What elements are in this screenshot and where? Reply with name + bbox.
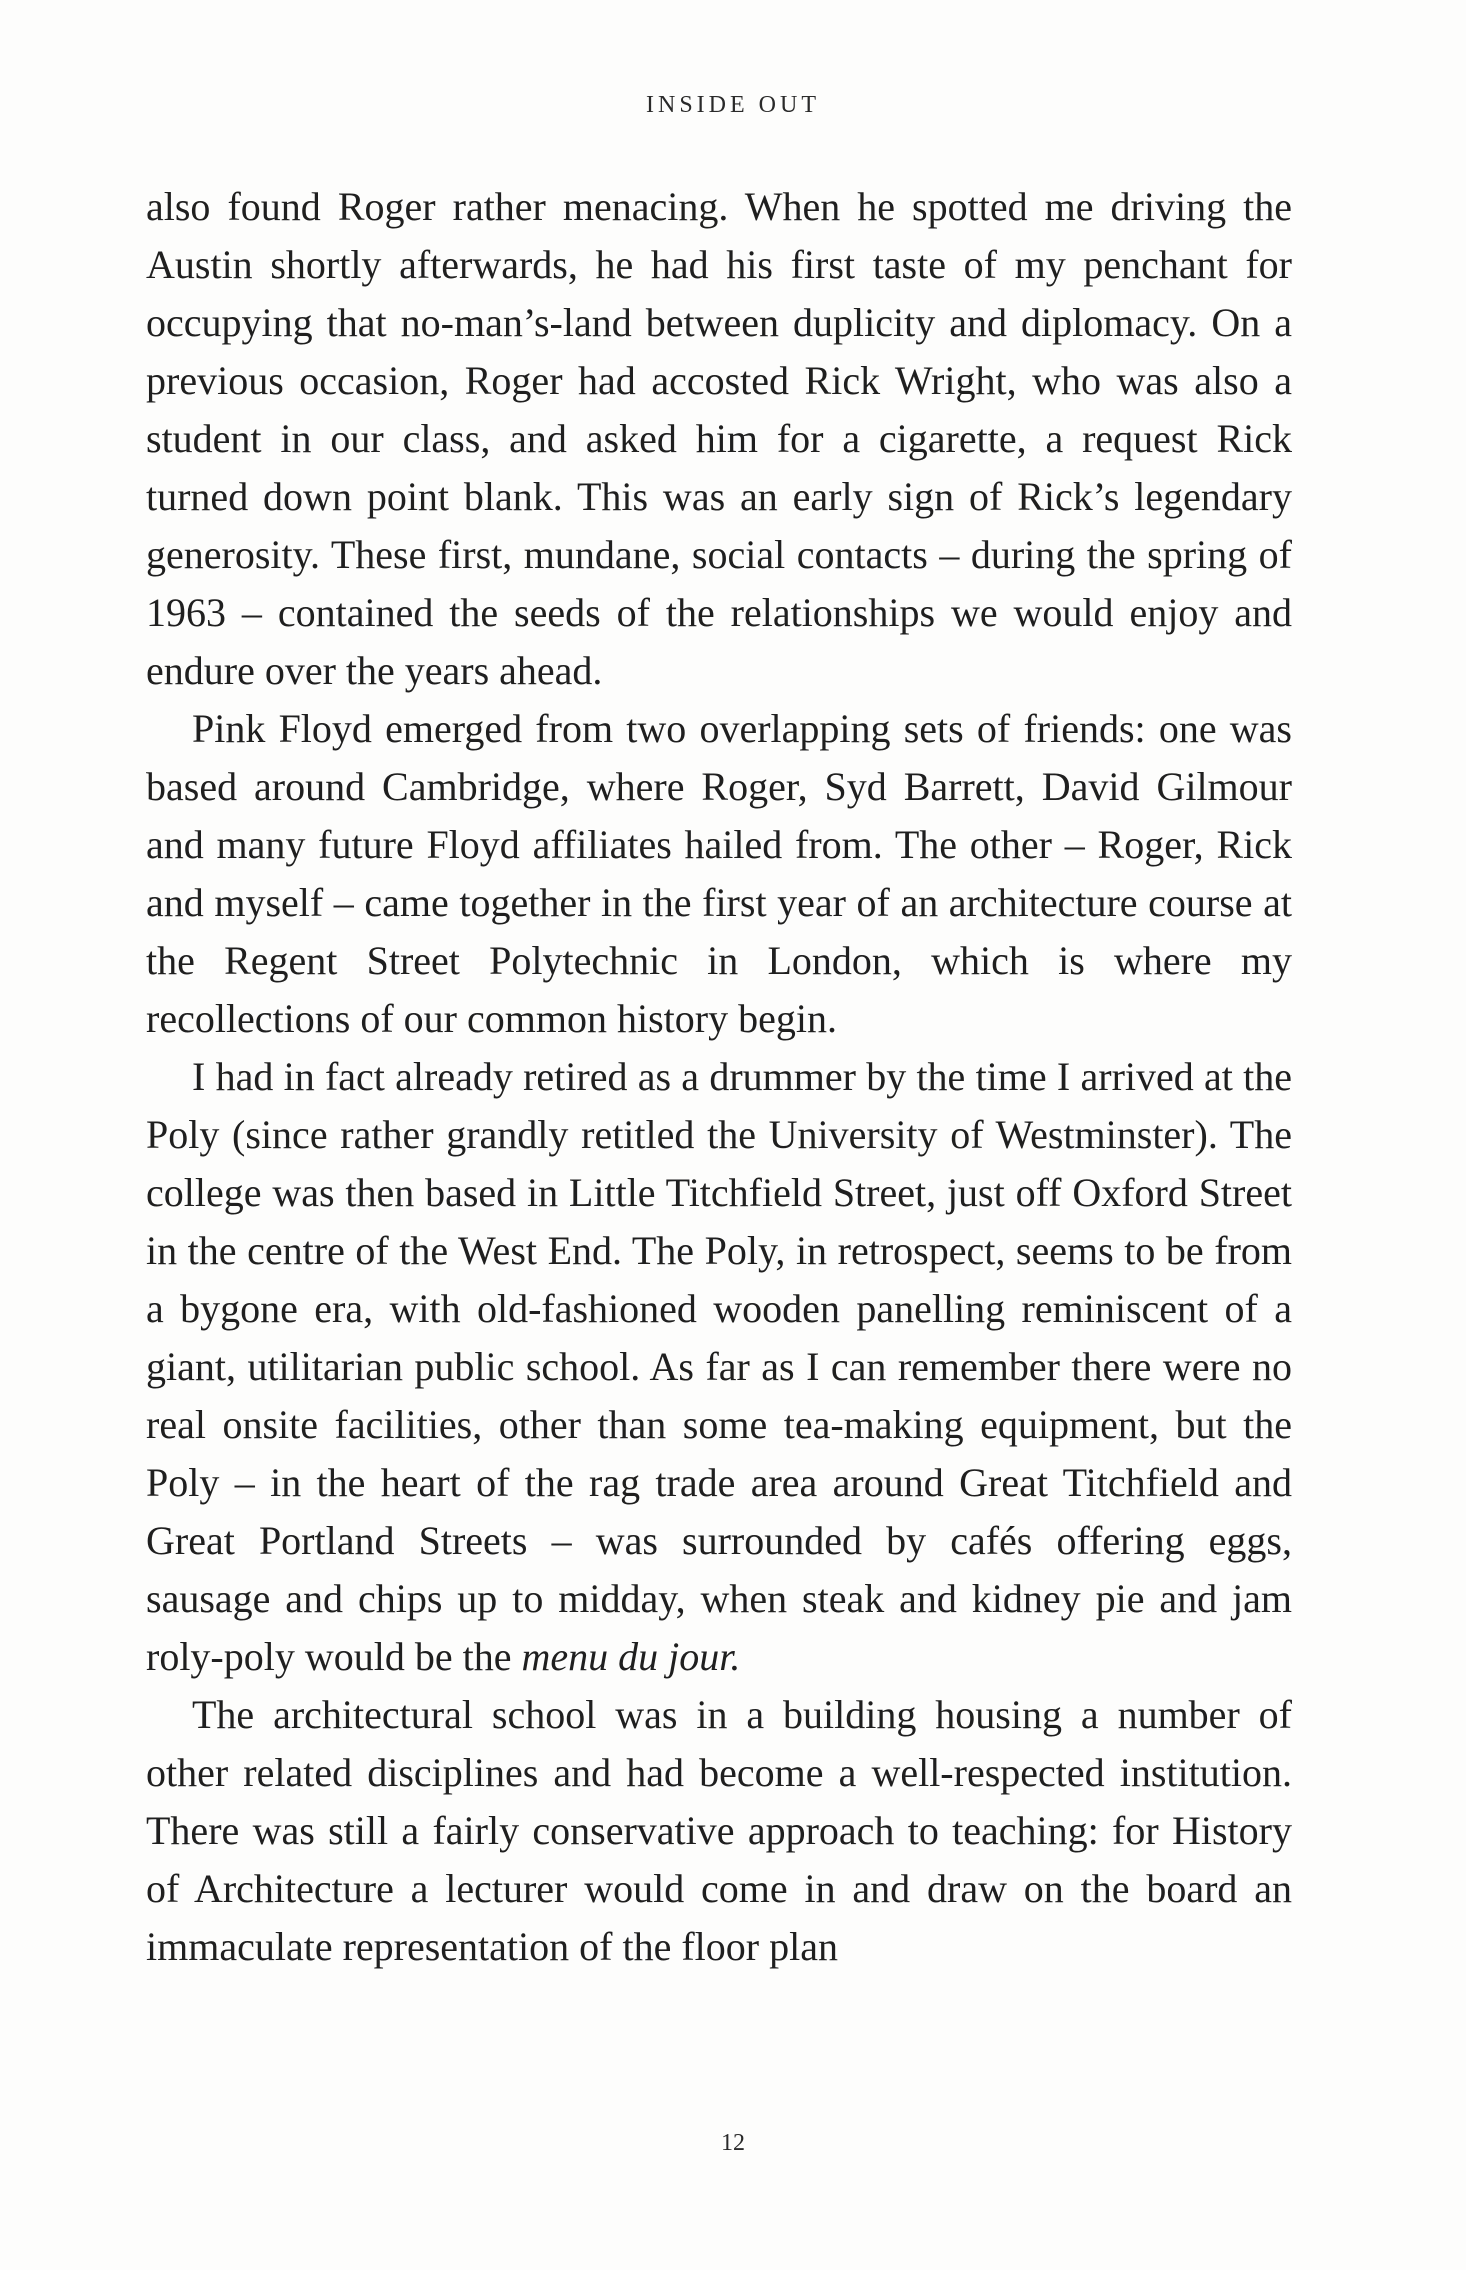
paragraph-3: [146, 1048, 1292, 1686]
paragraph-2: Pink Floyd emerged from two overlapping sets of friends: one was based around Cambridge, where Roger, Syd Barrett, David Gilmour and many future Floyd affiliates hailed from. The other – Roger, Rick and myself – came together in the first year of an architecture course at the Regent Street Polytechnic in London, which is where my recollections of our common history begin.: [146, 706, 1292, 1041]
paragraph-4: The architectural school was in a building housing a number of other related disciplines and had become a well-respected institution. There was still a fairly conservative approach to teaching: for History of Architecture a lecturer would come in and draw on the board an immaculate representation of the floor plan: [146, 1692, 1292, 1969]
paragraph-3-italic-phrase: menu du jour.: [521, 1634, 741, 1679]
paragraph-3-text: I had in fact already retired as a drummer by the time I arrived at the Poly (since rather grandly retitled the University of Westminster). The college was then based in Little Titchfield Street, just off Oxford Street in the centre of the West End. The Poly, in retrospect, seems to be from a bygone era, with old-fashioned wooden panelling reminiscent of a giant, utilitarian public school. As far as I can remember there were no real onsite facilities, other than some tea-making equipment, but the Poly – in the heart of the rag trade area around Great Titchfield and Great Portland Streets – was surrounded by cafés offering eggs, sausage and chips up to midday, when steak and kidney pie and jam roly-poly would be the: [146, 1054, 1292, 1679]
running-head: INSIDE OUT: [646, 92, 820, 118]
page-number: 12: [721, 2130, 745, 2156]
paragraph-1: also found Roger rather menacing. When he spotted me driving the Austin shortly afterwards, he had his first taste of my penchant for occupying that no-man’s-land between duplicity and diplomacy. On a previous occasion, Roger had accosted Rick Wright, who was also a student in our class, and asked him for a cigarette, a request Rick turned down point blank. This was an early sign of Rick’s legendary generosity. These first, mundane, social contacts – during the spring of 1963 – contained the seeds of the relationships we would enjoy and endure over the years ahead.: [146, 184, 1292, 693]
body-text: [146, 178, 1292, 1976]
